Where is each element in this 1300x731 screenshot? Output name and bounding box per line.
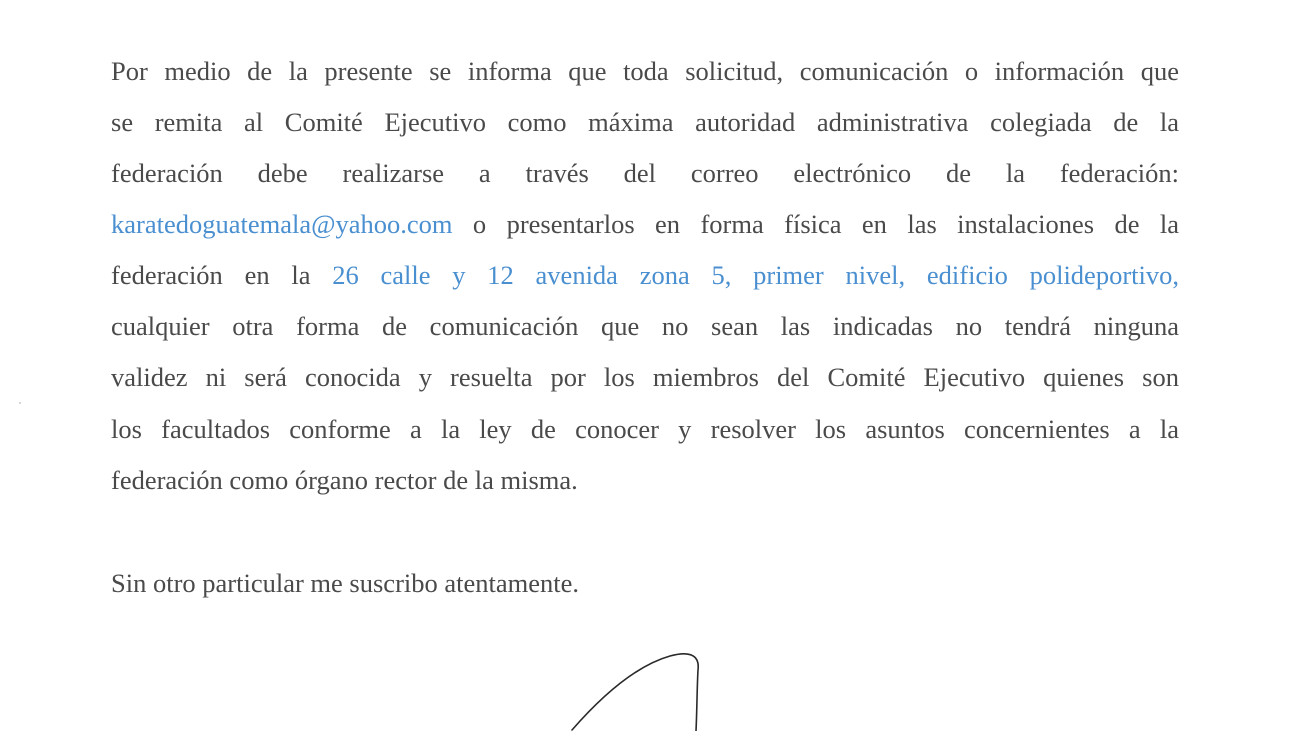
- address-text: 26 calle y 12 avenida zona 5, primer nivel, edificio polideportivo,: [332, 260, 1179, 290]
- paragraph-line-2: se remita al Comité Ejecutivo como máxima autoridad administrativa colegiada de la: [111, 107, 1179, 137]
- email-link[interactable]: karatedoguatemala@yahoo.com: [111, 209, 453, 239]
- paragraph-line-9: federación como órgano rector de la misma.: [111, 465, 578, 495]
- paragraph-line-4: [111, 207, 1179, 241]
- closing-line: Sin otro particular me suscribo atentamente.: [111, 568, 580, 598]
- paragraph-line-6: cualquier otra forma de comunicación que no sean las indicadas no tendrá ninguna: [111, 311, 1179, 341]
- signature-mark: [560, 648, 720, 731]
- paragraph-line-1: Por medio de la presente se informa que toda solicitud, comunicación o información que: [111, 56, 1179, 86]
- paragraph-line-4-text: o presentarlos en forma física en las instalaciones de la: [452, 209, 1179, 239]
- paragraph-line-5-text: federación en la: [111, 260, 333, 290]
- paragraph-line-3: federación debe realizarse a través del correo electrónico de la federación:: [111, 158, 1179, 188]
- paragraph-line-7: validez ni será conocida y resuelta por los miembros del Comité Ejecutivo quienes son: [111, 362, 1179, 392]
- paragraph-line-8: los facultados conforme a la ley de conocer y resolver los asuntos concernientes a la: [111, 414, 1179, 444]
- scan-speck: [19, 402, 21, 404]
- paragraph-line-5: [111, 258, 1179, 292]
